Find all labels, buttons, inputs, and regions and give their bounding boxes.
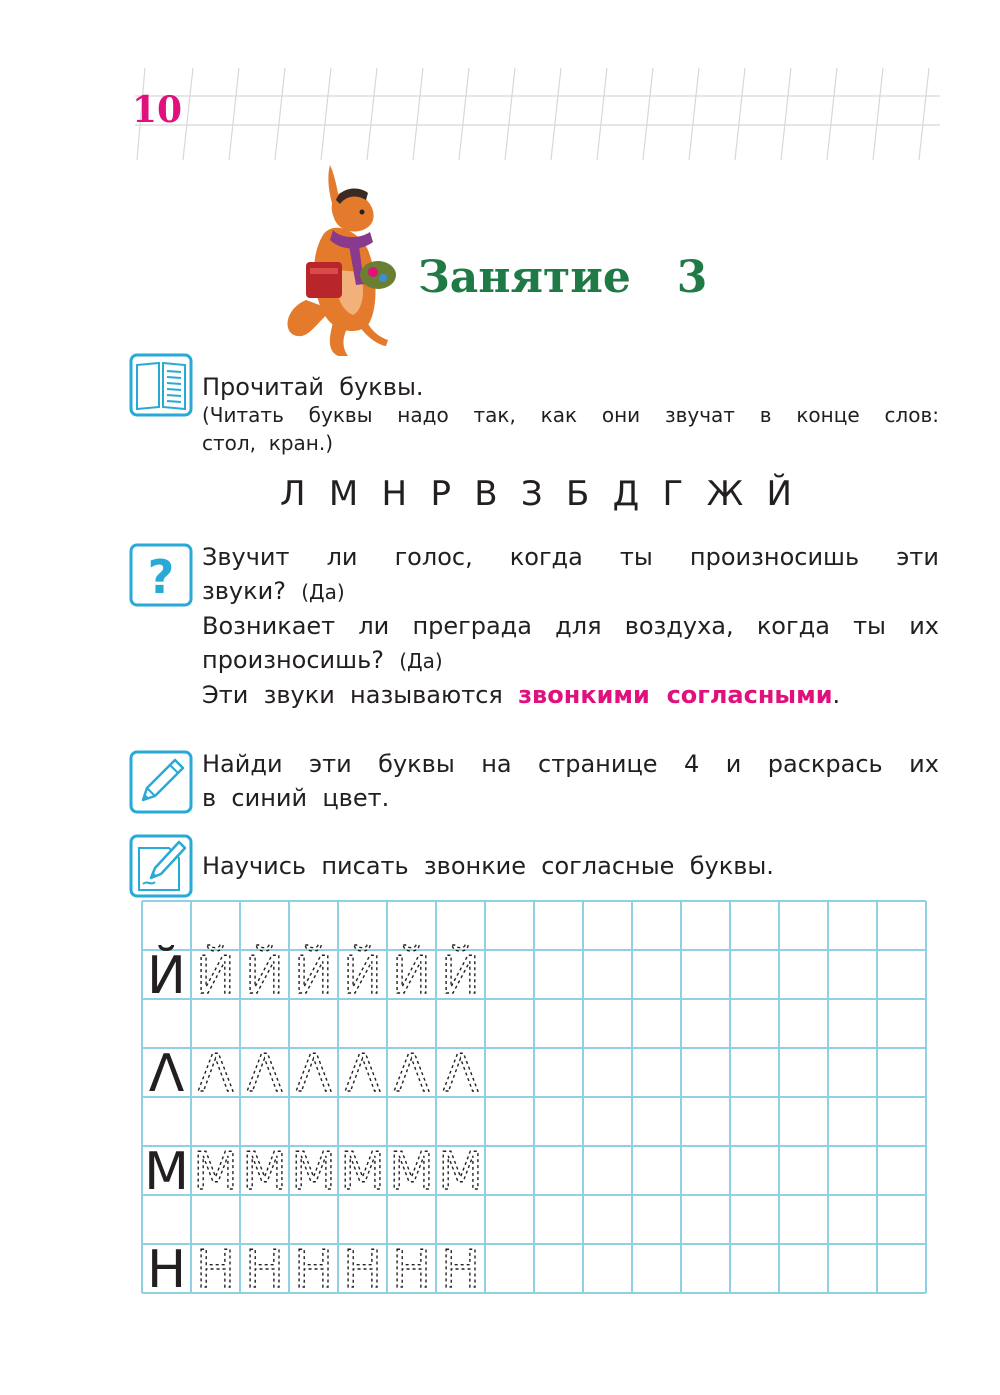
trace-letter[interactable]: M bbox=[389, 1142, 434, 1202]
note-word: (Читать bbox=[202, 403, 284, 427]
pencil-icon bbox=[129, 750, 193, 814]
trace-letter[interactable]: H bbox=[244, 1240, 285, 1295]
read-note-line-2: стол, кран.) bbox=[202, 431, 334, 455]
letter: Б bbox=[566, 474, 590, 514]
trace-letter[interactable]: M bbox=[340, 1142, 385, 1202]
find-word: странице bbox=[538, 750, 658, 778]
sample-letter: M bbox=[144, 1142, 189, 1202]
letter: Л bbox=[280, 474, 306, 514]
find-word: раскрась bbox=[767, 750, 883, 778]
find-word: их bbox=[909, 750, 939, 778]
trace-letter[interactable]: Λ bbox=[197, 1044, 234, 1104]
svg-text:?: ? bbox=[147, 550, 175, 604]
trace-letter[interactable]: M bbox=[242, 1142, 287, 1202]
find-line-2: в синий цвет. bbox=[202, 784, 390, 812]
answer-text: (Да) bbox=[399, 649, 443, 673]
find-word: буквы bbox=[378, 750, 455, 778]
question-1-line bbox=[202, 540, 939, 574]
trace-letter[interactable]: Й bbox=[294, 946, 333, 1006]
trace-letter[interactable]: Λ bbox=[442, 1044, 479, 1104]
note-word: как bbox=[540, 403, 578, 427]
question-2-line bbox=[202, 609, 939, 643]
q-word: ты bbox=[619, 543, 653, 571]
sample-letter: Λ bbox=[148, 1044, 185, 1104]
q-word: Звучит bbox=[202, 543, 290, 571]
q-word: ты bbox=[853, 612, 887, 640]
answer-text: (Да) bbox=[301, 580, 345, 604]
trace-letter[interactable]: H bbox=[342, 1240, 383, 1295]
note-word: надо bbox=[397, 403, 449, 427]
sample-letter: H bbox=[146, 1240, 187, 1295]
q-word: звуки? bbox=[202, 577, 286, 605]
letter: Н bbox=[381, 474, 408, 514]
header-ruling bbox=[0, 0, 1000, 170]
find-word: эти bbox=[308, 750, 352, 778]
trace-letter[interactable]: H bbox=[440, 1240, 481, 1295]
q-word: преграда bbox=[412, 612, 532, 640]
page-number: 10 bbox=[132, 89, 183, 131]
trace-letter[interactable]: H bbox=[293, 1240, 334, 1295]
read-note-line bbox=[202, 401, 939, 429]
letter: Р bbox=[430, 474, 451, 514]
question-mark-icon bbox=[129, 543, 193, 607]
letter-row bbox=[280, 472, 792, 516]
find-line bbox=[202, 747, 939, 781]
letter: Д bbox=[612, 474, 640, 514]
note-word: буквы bbox=[308, 403, 373, 427]
trace-letter[interactable]: Й bbox=[343, 946, 382, 1006]
question-2-line-2 bbox=[202, 643, 443, 678]
trace-letter[interactable]: Λ bbox=[246, 1044, 283, 1104]
q-word: эти bbox=[896, 543, 939, 571]
write-title: Научись писать звонкие согласные буквы. bbox=[202, 852, 774, 880]
writing-grid bbox=[140, 899, 930, 1295]
trace-letter[interactable]: M bbox=[193, 1142, 238, 1202]
open-book-icon bbox=[129, 353, 193, 417]
trace-letter[interactable]: H bbox=[195, 1240, 236, 1295]
find-word: 4 bbox=[684, 750, 700, 778]
q-word: когда bbox=[509, 543, 583, 571]
kangaroo-illustration bbox=[278, 160, 403, 360]
question-1-line-2 bbox=[202, 574, 345, 609]
q-word: для bbox=[555, 612, 602, 640]
letter: М bbox=[328, 474, 359, 514]
trace-letter[interactable]: M bbox=[291, 1142, 336, 1202]
trace-letter[interactable]: Й bbox=[441, 946, 480, 1006]
trace-letter[interactable]: M bbox=[438, 1142, 483, 1202]
read-title-word: Прочитай bbox=[202, 373, 325, 401]
note-word: звучат bbox=[664, 403, 735, 427]
q-word: Возникает bbox=[202, 612, 336, 640]
note-word: конце bbox=[796, 403, 860, 427]
pen-writing-icon bbox=[129, 834, 193, 898]
read-title bbox=[202, 370, 424, 404]
letter: З bbox=[520, 474, 543, 514]
trace-letter[interactable]: Й bbox=[245, 946, 284, 1006]
trace-letter[interactable]: Λ bbox=[344, 1044, 381, 1104]
note-word: так, bbox=[473, 403, 516, 427]
conclusion-suffix: . bbox=[832, 681, 841, 709]
find-word: Найди bbox=[202, 750, 283, 778]
letter: Ж bbox=[706, 474, 744, 514]
trace-letter[interactable]: H bbox=[391, 1240, 432, 1295]
q-word: ли bbox=[326, 543, 358, 571]
conclusion-prefix: Эти звуки называются bbox=[202, 681, 503, 709]
q-word: воздуха, bbox=[624, 612, 734, 640]
lesson-title: Занятие 3 bbox=[418, 252, 708, 303]
read-title-word: буквы. bbox=[339, 373, 424, 401]
trace-letter[interactable]: Й bbox=[196, 946, 235, 1006]
q-word: когда bbox=[756, 612, 830, 640]
trace-letter[interactable]: Й bbox=[392, 946, 431, 1006]
note-word: они bbox=[601, 403, 641, 427]
q-word: их bbox=[909, 612, 939, 640]
q-word: произносишь bbox=[689, 543, 860, 571]
q-word: произносишь? bbox=[202, 646, 384, 674]
sample-letter: Й bbox=[147, 946, 186, 1006]
note-word: в bbox=[759, 403, 772, 427]
find-word: на bbox=[481, 750, 512, 778]
find-word: и bbox=[725, 750, 742, 778]
q-word: голос, bbox=[394, 543, 473, 571]
letter: Г bbox=[662, 474, 684, 514]
note-word: слов: bbox=[884, 403, 939, 427]
letter: Й bbox=[766, 474, 792, 514]
trace-letter[interactable]: Λ bbox=[295, 1044, 332, 1104]
conclusion-line bbox=[202, 678, 840, 712]
key-term: звонкими согласными bbox=[518, 681, 833, 709]
trace-letter[interactable]: Λ bbox=[393, 1044, 430, 1104]
q-word: ли bbox=[358, 612, 390, 640]
letter: В bbox=[474, 474, 498, 514]
